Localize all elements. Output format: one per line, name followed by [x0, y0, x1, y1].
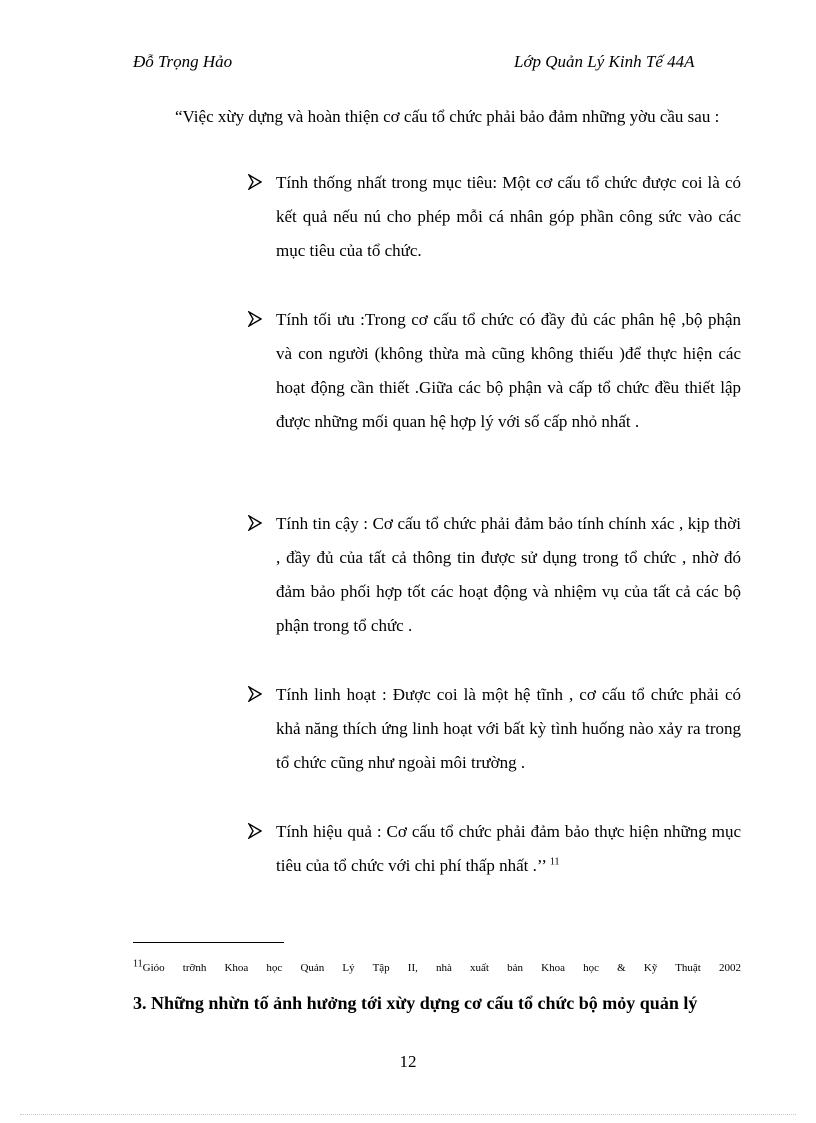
page-number: 12 — [399, 1052, 417, 1071]
section-heading: 3. Những nhừn tố ảnh hưởng tới xừy dựng cơ cấu tổ chức bộ mỏy quản lý — [133, 993, 698, 1013]
bullet-text: Tính tối ưu :Trong cơ cấu tổ chức có đầy đủ các phân hệ ,bộ phận và con người (không thừa mà cũng không thiếu )để thực hiện các hoạt động cần thiết .Giữa các bộ phận và cấp tổ chức đều thiết lập được những mối quan hệ hợp lý với số cấp nhỏ nhất . — [276, 310, 741, 431]
arrow-bullet-icon — [248, 686, 262, 702]
bullet-text — [276, 815, 741, 883]
footnote-marker: 11 — [133, 958, 143, 970]
intro-paragraph: “Việc xừy dựng và hoàn thiện cơ cấu tổ chức phải bảo đảm những yờu cầu sau : — [175, 107, 720, 126]
header-class-name: Lớp Quản Lý Kinh Tế 44A — [514, 52, 695, 71]
footnote-reference: 11 — [549, 856, 560, 868]
footnote-text: Giỏo trỡnh Khoa học Quản Lý Tập II, nhà xuất bản Khoa học & Kỹ Thuật 2002 — [142, 962, 741, 974]
footnote-separator — [133, 942, 284, 943]
bullet-item — [248, 303, 741, 439]
bullet-item — [248, 678, 741, 780]
bullet-text: Tính linh hoạt : Được coi là một hệ tĩnh , cơ cấu tổ chức phải có khả năng thích ứng linh hoạt với bất kỳ tình huống nào xảy ra trong tổ chức cũng như ngoài môi trường . — [276, 685, 741, 772]
footnote — [133, 960, 741, 976]
bullet-text-body: Tính hiệu quả : Cơ cấu tổ chức phải đảm bảo thực hiện những mục tiêu của tổ chức với chi phí thấp nhất .’’ — [276, 822, 741, 875]
arrow-bullet-icon — [248, 515, 262, 531]
bullet-item — [248, 166, 741, 268]
bullet-item — [248, 507, 741, 643]
bullet-item — [248, 815, 741, 883]
page-bottom-divider — [20, 1114, 796, 1115]
arrow-bullet-icon — [248, 311, 262, 327]
header-author: Đỗ Trọng Hảo — [133, 52, 233, 71]
bullet-text: Tính tin cậy : Cơ cấu tổ chức phải đảm bảo tính chính xác , kịp thời , đầy đủ của tất cả thông tin được sử dụng trong tổ chức , nhờ đó đảm bảo phối hợp tốt các hoạt động và nhiệm vụ của tất cả các bộ phận trong tổ chức . — [276, 514, 741, 635]
arrow-bullet-icon — [248, 174, 262, 190]
bullet-text: Tính thống nhất trong mục tiêu: Một cơ cấu tổ chức được coi là có kết quả nếu nú cho phép mỗi cá nhân góp phần công sức vào các mục tiêu của tổ chức. — [276, 173, 741, 260]
arrow-bullet-icon — [248, 823, 262, 839]
